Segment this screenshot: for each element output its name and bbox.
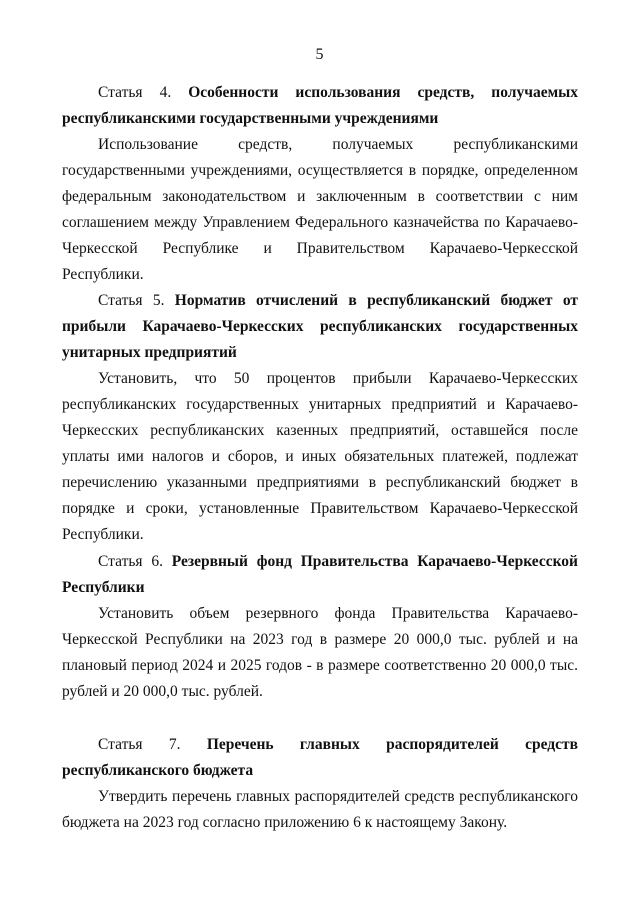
- article-text: Установить объем резервного фонда Правительства Карачаево-Черкесской Республики на 2023 год в размере 20 000,0 тыс. рублей и на плановый период 2024 и 2025 годов - в размере соответственно 20 000,0 тыс. рублей и 20 000,0 тыс. рублей.: [62, 605, 578, 700]
- article-heading: [62, 549, 578, 601]
- article-7: [62, 732, 578, 836]
- article-label: Статья 7.: [98, 736, 181, 753]
- article-text: Установить, что 50 процентов прибыли Карачаево-Черкесских республиканских государственных унитарных предприятий и Карачаево-Черкесских республиканских казенных предприятий, оставшейся после уплаты ими налогов и сборов, и иных обязательных платежей, подлежат перечислению указанными предприятиями в республиканский бюджет в порядке и сроки, установленные Правительством Карачаево-Черкесской Республики.: [62, 370, 578, 543]
- article-4: [62, 80, 578, 288]
- article-5: [62, 288, 578, 548]
- article-label: Статья 6.: [98, 553, 163, 570]
- article-heading: [62, 732, 578, 784]
- article-title: Резервный фонд Правительства Карачаево-Черкесской Республики: [62, 553, 578, 596]
- article-title: Перечень главных распорядителей средств республиканского бюджета: [62, 736, 578, 779]
- article-label: Статья 4.: [98, 84, 172, 101]
- article-text: Использование средств, получаемых республиканскими государственными учреждениями, осуществляется в порядке, определенном федеральным законодательством и заключенным в соответствии с ним соглашением между Управлением Федерального казначейства по Карачаево-Черкесской Республике и Правительством Карачаево-Черкесской Республики.: [62, 136, 578, 283]
- article-title: Особенности использования средств, получаемых республиканскими государственными учреждениями: [62, 84, 578, 127]
- article-heading: [62, 80, 578, 132]
- page-number: 5: [315, 46, 324, 63]
- article-heading: [62, 288, 578, 366]
- article-title: Норматив отчислений в республиканский бюджет от прибыли Карачаево-Черкесских республиканских государственных унитарных предприятий: [62, 292, 578, 361]
- article-6: [62, 549, 578, 705]
- article-label: Статья 5.: [98, 292, 165, 309]
- article-text: Утвердить перечень главных распорядителей средств республиканского бюджета на 2023 год согласно приложению 6 к настоящему Закону.: [62, 788, 578, 831]
